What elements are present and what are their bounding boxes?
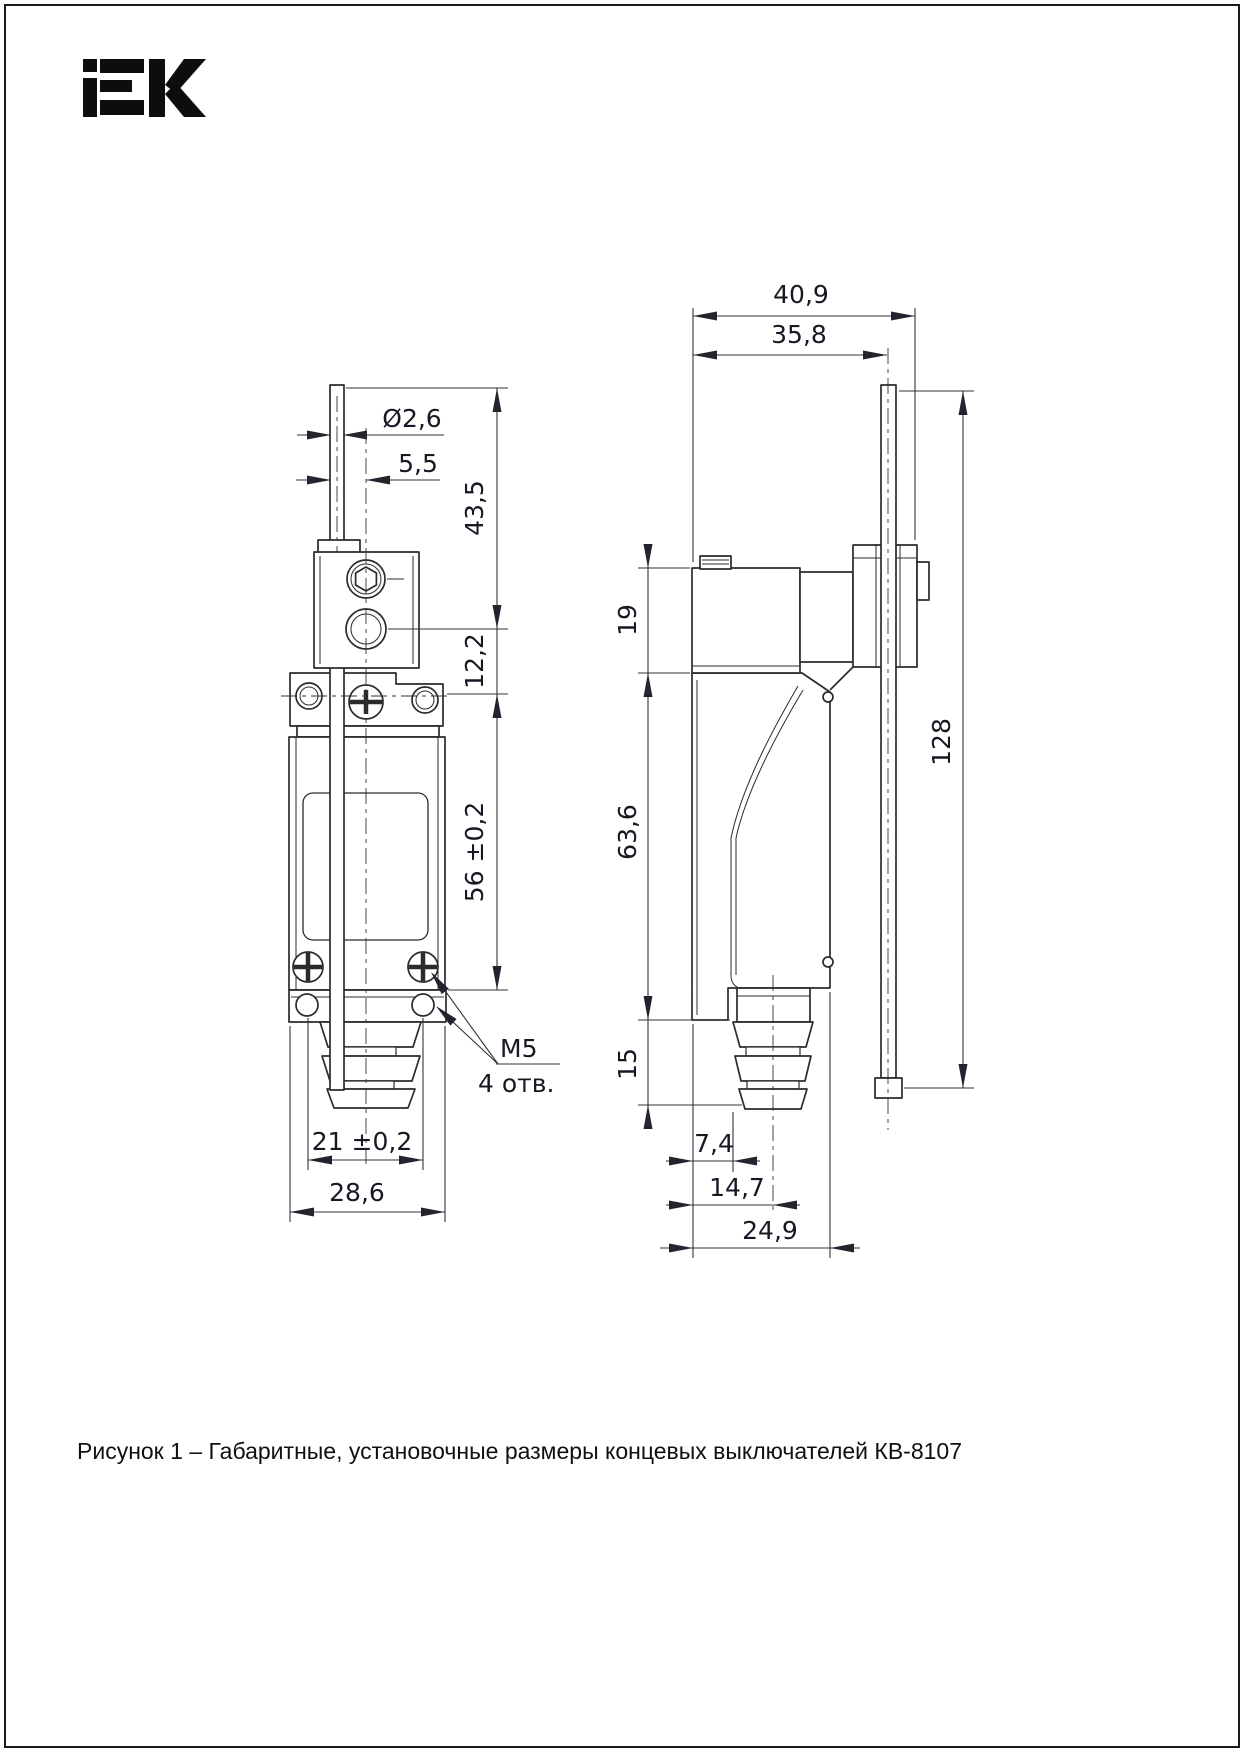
dim-side-gland-center-offset: 14,7 — [709, 1173, 765, 1202]
dim-front-hole-spacing: 21 ±0,2 — [311, 1127, 413, 1156]
dim-front-lever-offset: 5,5 — [398, 449, 438, 478]
dim-side-overall-width: 40,9 — [773, 280, 829, 309]
side-view — [692, 348, 929, 1215]
dim-front-body-width: 28,6 — [329, 1178, 385, 1207]
dim-side-head-height: 19 — [613, 604, 642, 636]
dim-front-body-height: 56 ±0,2 — [460, 801, 489, 903]
dim-front-lever-top-height: 43,5 — [460, 480, 489, 536]
front-view — [281, 385, 452, 1168]
dim-side-gland-height: 15 — [613, 1048, 642, 1080]
dim-front-mount-thread: М5 — [500, 1034, 538, 1063]
dim-front-mount-holes: 4 отв. — [478, 1069, 555, 1098]
dim-front-lever-diameter: Ø2,6 — [382, 404, 442, 433]
figure-caption: Рисунок 1 – Габаритные, установочные размеры концевых выключателей КВ-8107 — [77, 1438, 962, 1464]
dim-side-lever-length: 128 — [927, 718, 956, 766]
iek-logo-icon — [83, 59, 206, 117]
dim-side-lever-plane-offset: 35,8 — [771, 320, 827, 349]
dim-side-body-depth: 24,9 — [742, 1216, 798, 1245]
dim-front-head-height: 12,2 — [460, 633, 489, 689]
dim-side-gland-offset: 7,4 — [694, 1129, 734, 1158]
dim-side-body-height: 63,6 — [613, 804, 642, 860]
lever-rod-side — [881, 385, 896, 1078]
